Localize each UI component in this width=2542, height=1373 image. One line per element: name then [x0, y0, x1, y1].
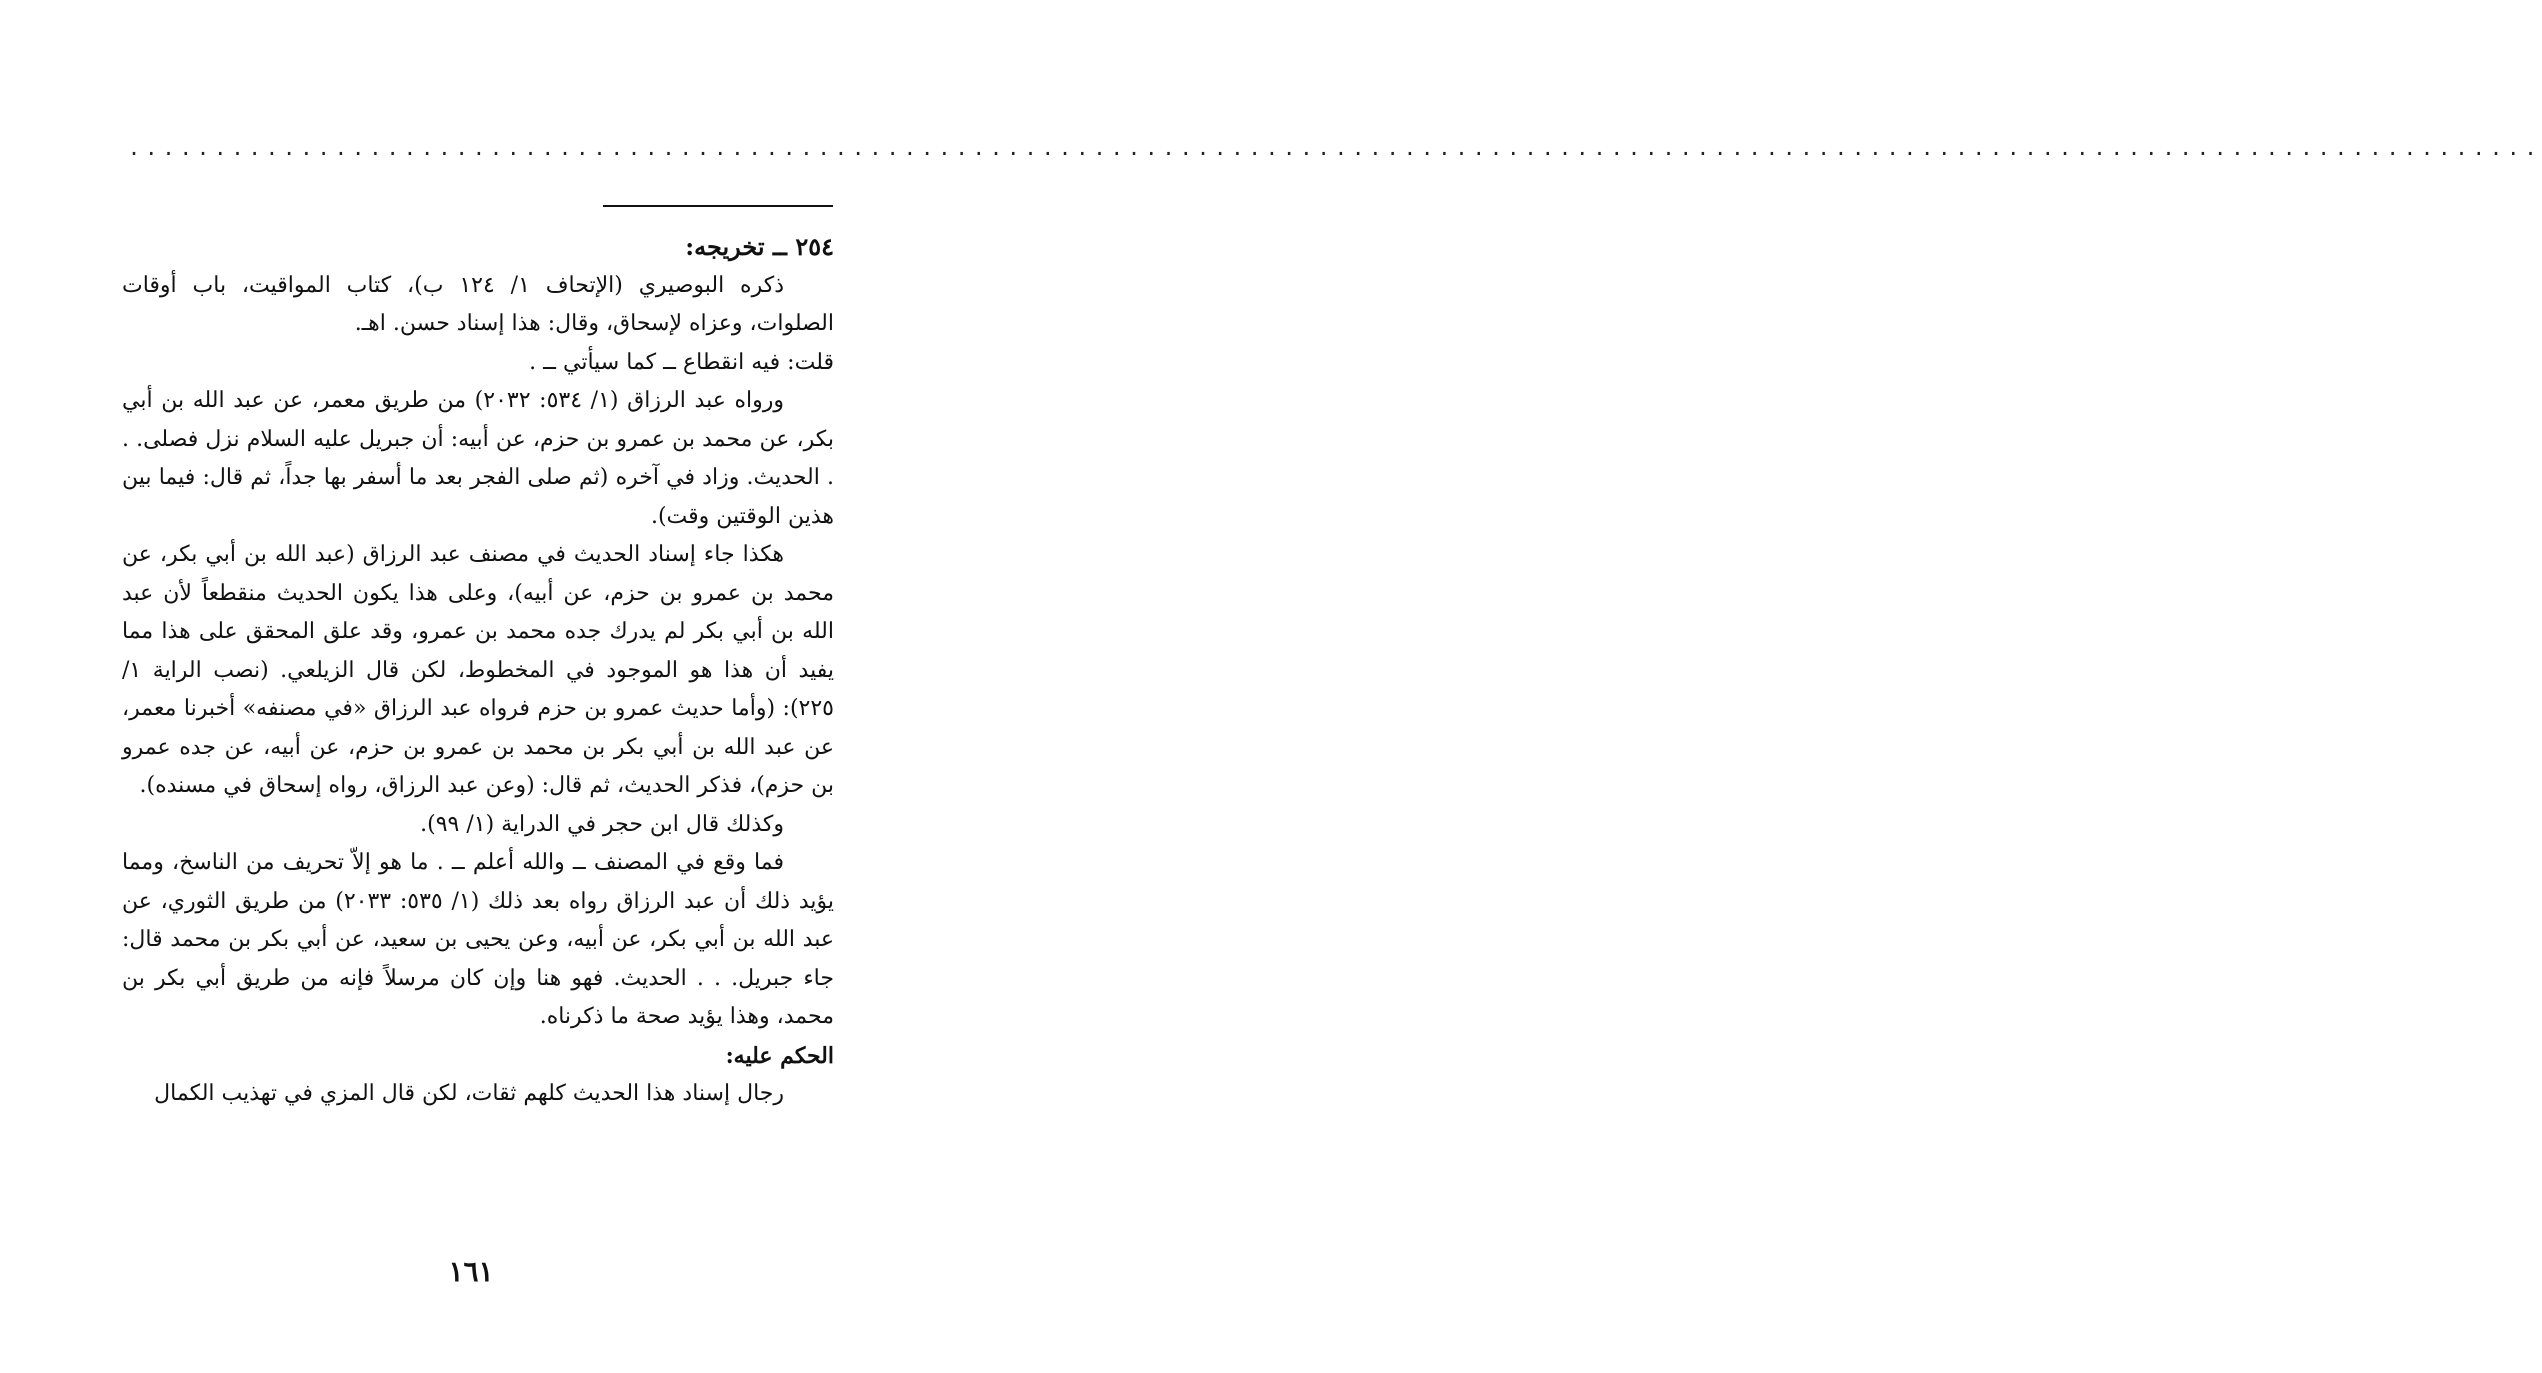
paragraph-2: قلت: فيه انقطاع ــ كما سيأتي ــ . — [529, 349, 834, 375]
footnote-rule — [603, 205, 833, 207]
paragraph-7: رجال إسناد هذا الحديث كلهم ثقات، لكن قال المزي في تهذيب الكمال — [154, 1081, 784, 1106]
paragraph-6: فما وقع في المصنف ــ والله أعلم ــ . ما هو إلاّ تحريف من الناسخ، ومما يؤيد ذلك أن عبد الرزاق رواه بعد ذلك (١/ ٥٣٥: ٢٠٣٣) من طريق الثوري، عن عبد الله بن أبي بكر، عن أبيه، وعن يحيى بن سعيد، عن أبي بكر بن محمد قال: جاء جبريل. . . الحديث. فهو هنا وإن كان مرسلاً فإنه من طريق أبي بكر بن محمد، وهذا يؤيد صحة ما ذكرناه. — [122, 850, 834, 1029]
paragraph-5: وكذلك قال ابن حجر في الدراية (١/ ٩٩). — [420, 811, 784, 837]
paragraph-4: هكذا جاء إسناد الحديث في مصنف عبد الرزاق (عبد الله بن أبي بكر، عن محمد بن عمرو بن حزم، عن أبيه)، وعلى هذا يكون الحديث منقطعاً لأن عبد الله بن أبي بكر لم يدرك جده محمد بن عمرو، وقد علق المحقق على هذا مما يفيد أن هذا هو الموجود في المخطوط، لكن قال الزيلعي. (نصب الراية ١/ ٢٢٥): (وأما حديث عمرو بن حزم فرواه عبد الرزاق «في مصنفه» أخبرنا معمر، عن عبد الله بن أبي بكر بن محمد بن عمرو بن حزم، عن أبيه، عن جده عمرو بن حزم)، فذكر الحديث، ثم قال: (وعن عبد الرزاق، رواه إسحاق في مسنده). — [122, 542, 834, 798]
dotted-separator: ............................................................................................................................................ — [128, 136, 2542, 160]
ruling-heading: الحكم عليه: — [725, 1042, 834, 1069]
page-number: ١٦١ — [448, 1255, 494, 1288]
section-heading: ٢٥٤ ــ تخريجه: — [685, 232, 834, 261]
body-text — [122, 228, 834, 1114]
paragraph-3: ورواه عبد الرزاق (١/ ٥٣٤: ٢٠٣٢) من طريق معمر، عن عبد الله بن أبي بكر، عن محمد بن عمرو بن حزم، عن أبيه: أن جبريل عليه السلام نزل فصلى. . . الحديث. وزاد في آخره (ثم صلى الفجر بعد ما أسفر بها جداً، ثم قال: فيما بين هذين الوقتين وقت). — [122, 388, 834, 529]
paragraph-1: ذكره البوصيري (الإتحاف ١/ ١٢٤ ب)، كتاب المواقيت، باب أوقات الصلوات، وعزاه لإسحاق، وقال: هذا إسناد حسن. اهـ. — [122, 272, 834, 336]
